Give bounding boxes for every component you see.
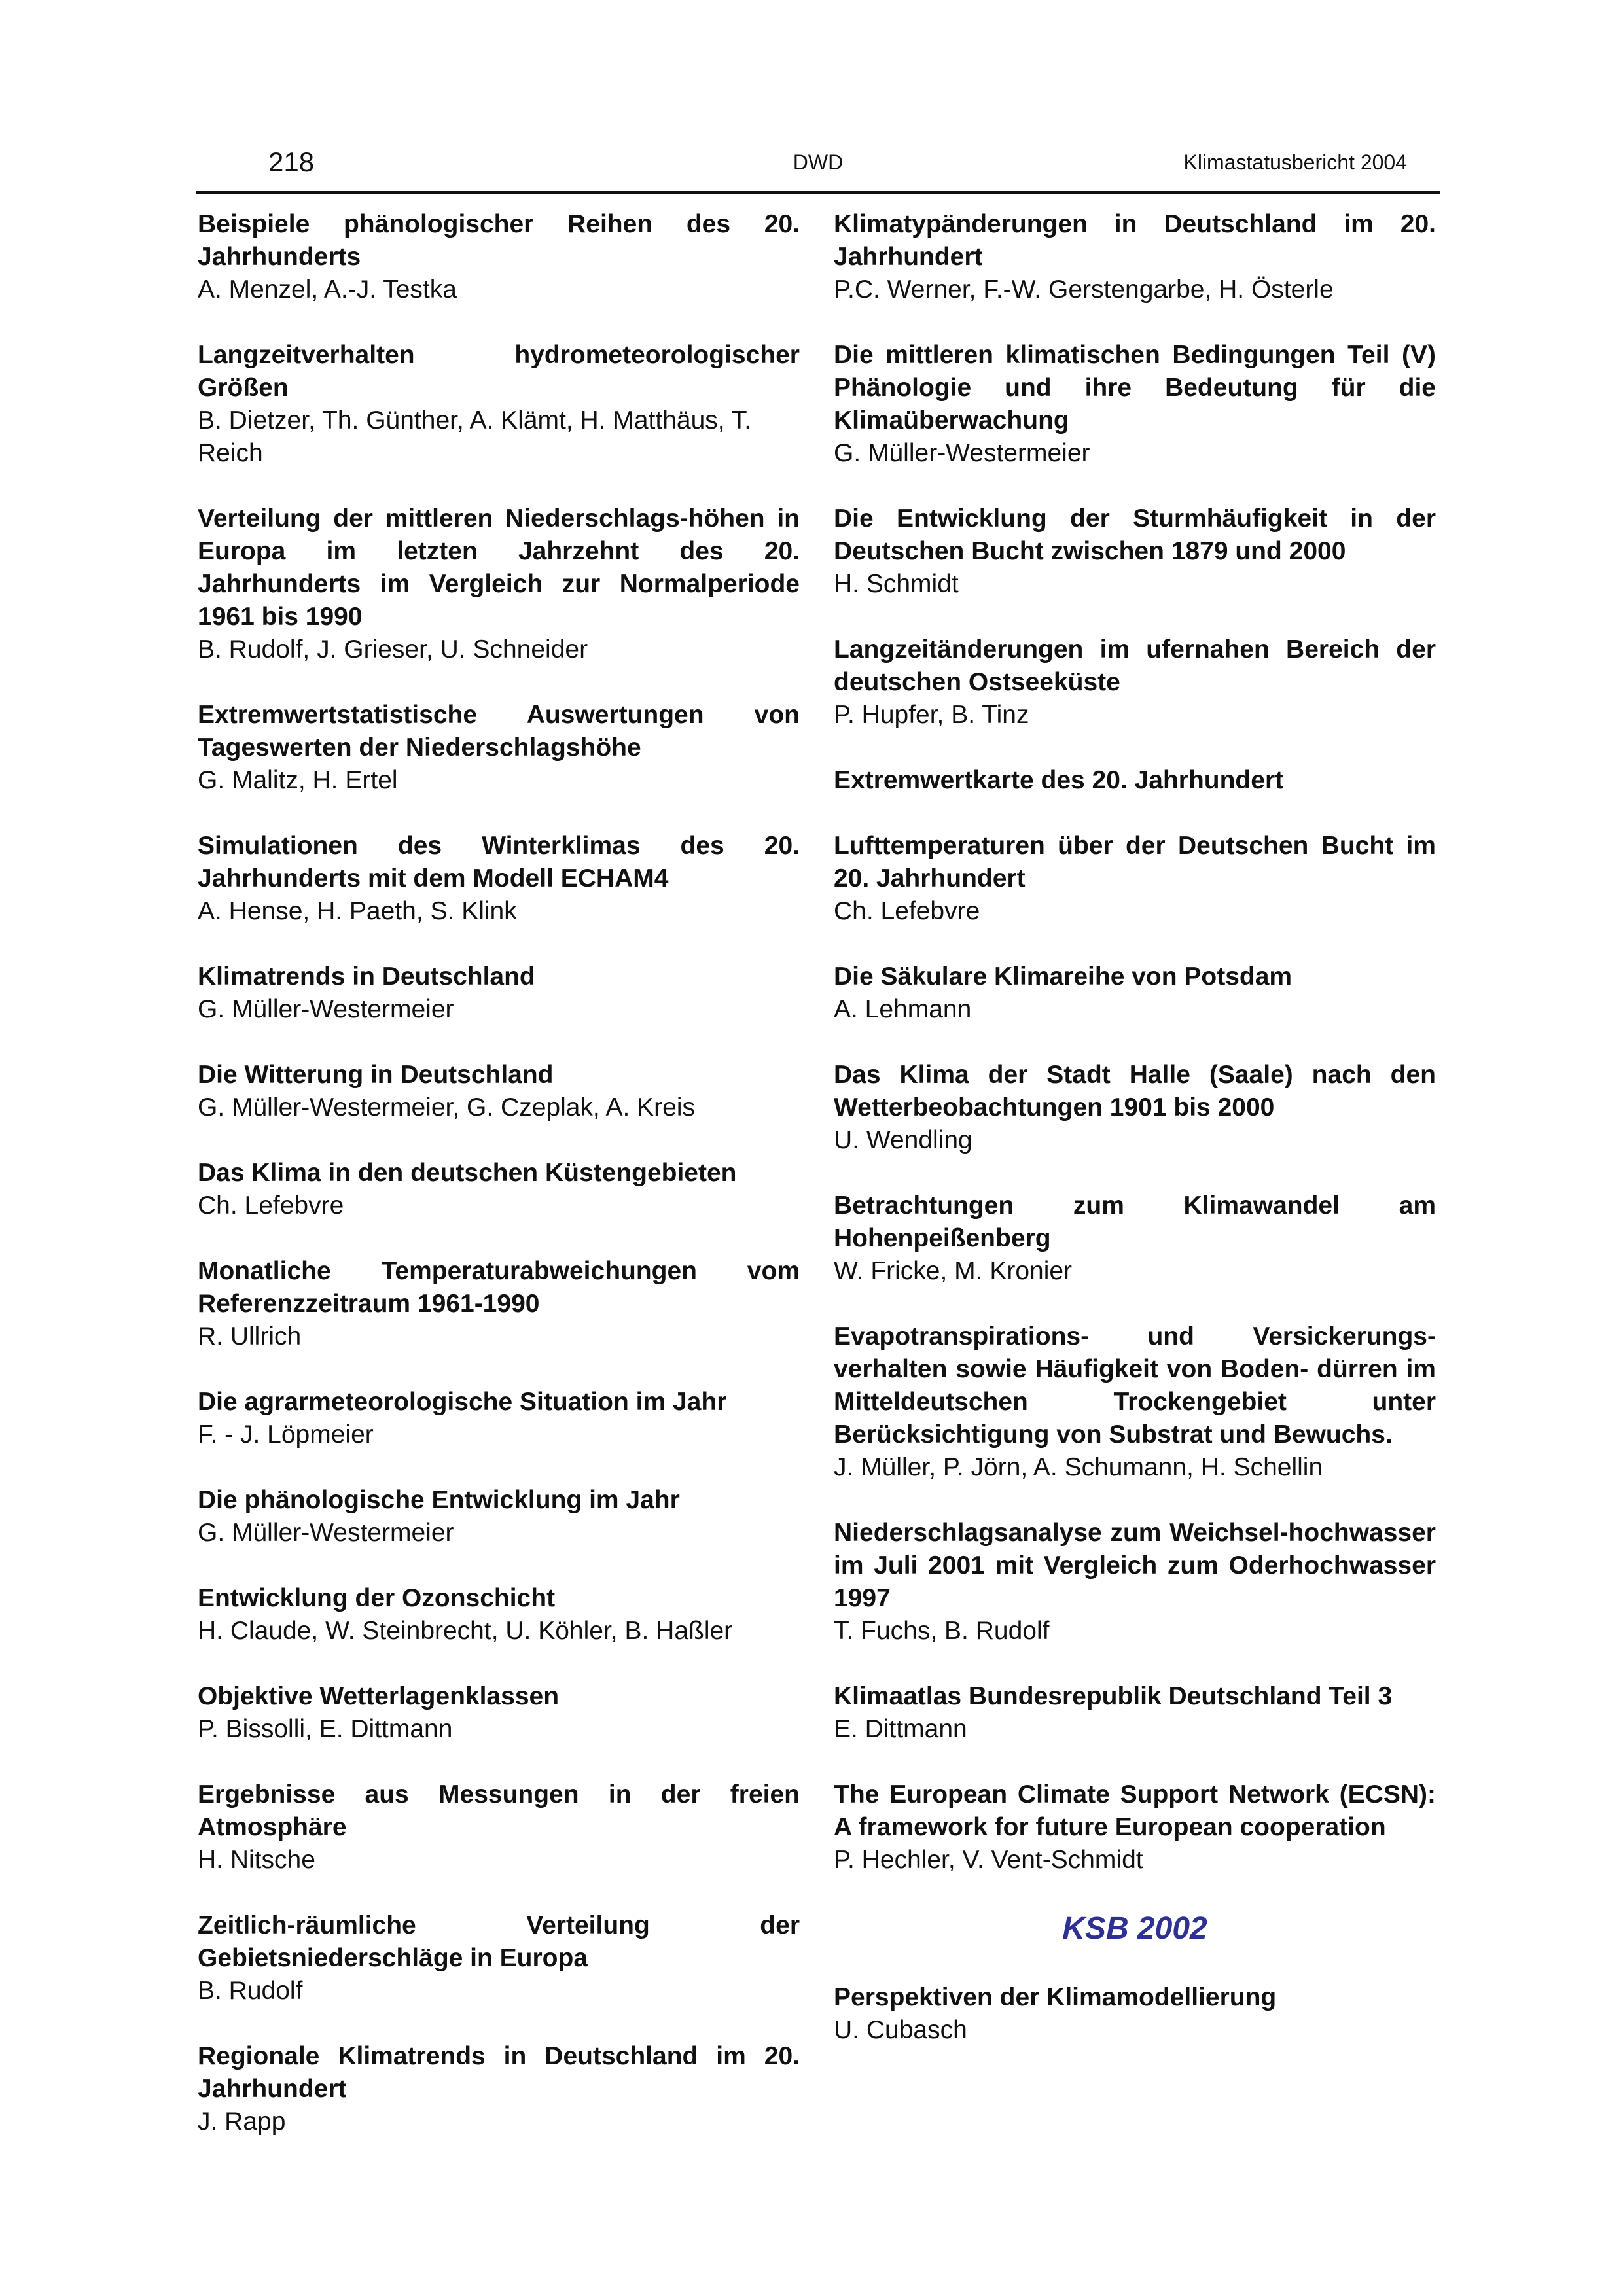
list-item <box>834 1778 1436 1877</box>
list-item <box>198 1059 800 1124</box>
entry-authors: P. Bissolli, E. Dittmann <box>198 1715 453 1743</box>
entry-title: Entwicklung der Ozonschicht <box>198 1584 556 1612</box>
entry-authors: J. Müller, P. Jörn, A. Schumann, H. Schellin <box>834 1453 1323 1481</box>
entry-authors: P.C. Werner, F.-W. Gerstengarbe, H. Österle <box>834 275 1334 304</box>
list-item <box>834 961 1436 1026</box>
entry-title: Regionale Klimatrends in Deutschland im 20. Jahrhundert <box>198 2042 800 2103</box>
page-number: 218 <box>268 147 315 177</box>
list-item <box>198 1582 800 1648</box>
entry-authors: G. Müller-Westermeier <box>198 1519 454 1547</box>
list-item <box>198 1255 800 1353</box>
list-item <box>198 699 800 797</box>
list-item <box>834 633 1436 732</box>
page-header <box>196 143 1440 182</box>
entry-authors: T. Fuchs, B. Rudolf <box>834 1617 1050 1645</box>
list-item <box>198 503 800 666</box>
entry-title: Beispiele phänologischer Reihen des 20. Jahrhunderts <box>198 210 800 271</box>
list-item <box>198 208 800 306</box>
publisher-label: DWD <box>793 150 844 174</box>
entry-authors: G. Malitz, H. Ertel <box>198 766 398 794</box>
left-column <box>198 208 800 2171</box>
entry-title: Zeitlich-räumliche Verteilung der Gebietsniederschläge in Europa <box>198 1911 800 1972</box>
entry-title: Langzeitänderungen im ufernahen Bereich der deutschen Ostseeküste <box>834 635 1436 696</box>
list-item <box>198 1157 800 1222</box>
list-item <box>834 1059 1436 1157</box>
list-item <box>834 764 1436 797</box>
list-item <box>834 503 1436 601</box>
entry-title: Monatliche Temperaturabweichungen vom Referenzzeitraum 1961-1990 <box>198 1257 800 1318</box>
list-item <box>834 1981 1436 2047</box>
list-item <box>198 1778 800 1877</box>
entry-authors: G. Müller-Westermeier <box>834 439 1090 467</box>
entry-title: Das Klima der Stadt Halle (Saale) nach den Wetterbeobachtungen 1901 bis 2000 <box>834 1061 1436 1122</box>
list-item <box>834 1190 1436 1288</box>
entry-authors: B. Rudolf <box>198 1977 303 2005</box>
entry-title: Verteilung der mittleren Niederschlags-höhen in Europa im letzten Jahrzehnt des 20. Jahrhunderts im Vergleich zur Normalperiode 1961 bis 1990 <box>198 504 800 631</box>
entry-authors: J. Rapp <box>198 2108 286 2136</box>
entry-authors: E. Dittmann <box>834 1715 967 1743</box>
list-item <box>198 2040 800 2138</box>
entry-authors: B. Rudolf, J. Grieser, U. Schneider <box>198 635 588 663</box>
section-heading: KSB 2002 <box>1062 1911 1207 1946</box>
entry-title: Lufttemperaturen über der Deutschen Bucht im 20. Jahrhundert <box>834 832 1436 892</box>
list-item <box>834 1680 1436 1746</box>
list-item <box>198 1909 800 2007</box>
entry-title: Das Klima in den deutschen Küstengebieten <box>198 1159 737 1187</box>
entry-authors: H. Claude, W. Steinbrecht, U. Köhler, B. Haßler <box>198 1617 733 1645</box>
right-column <box>834 208 1436 2079</box>
entry-authors: B. Dietzer, Th. Günther, A. Klämt, H. Matthäus, T. Reich <box>198 406 752 467</box>
entry-title: Ergebnisse aus Messungen in der freien Atmosphäre <box>198 1780 800 1841</box>
entry-title: Niederschlagsanalyse zum Weichsel-hochwasser im Juli 2001 mit Vergleich zum Oderhochwasser 1997 <box>834 1519 1436 1612</box>
list-item <box>198 339 800 470</box>
list-item <box>834 1320 1436 1484</box>
entry-title: Die Witterung in Deutschland <box>198 1061 554 1089</box>
entry-authors: A. Menzel, A.-J. Testka <box>198 275 457 304</box>
entry-authors: Ch. Lefebvre <box>834 897 980 925</box>
entry-title: Langzeitverhalten hydrometeorologischer Größen <box>198 341 800 402</box>
publication-title: Klimastatusbericht 2004 <box>1183 150 1407 174</box>
entry-authors: Ch. Lefebvre <box>198 1192 344 1220</box>
entry-authors: U. Wendling <box>834 1126 972 1154</box>
entry-authors: F. - J. Löpmeier <box>198 1421 374 1449</box>
entry-title: Die Entwicklung der Sturmhäufigkeit in der Deutschen Bucht zwischen 1879 und 2000 <box>834 504 1436 565</box>
entry-authors: H. Schmidt <box>834 570 959 598</box>
entry-title: Extremwertkarte des 20. Jahrhundert <box>834 766 1284 794</box>
entry-title: The European Climate Support Network (ECSN): A framework for future European cooperation <box>834 1780 1436 1841</box>
entry-title: Klimatypänderungen in Deutschland im 20. Jahrhundert <box>834 210 1436 271</box>
entry-title: Die mittleren klimatischen Bedingungen Teil (V) Phänologie und ihre Bedeutung für die Klimaüberwachung <box>834 341 1436 434</box>
entry-title: Evapotranspirations- und Versickerungs-verhalten sowie Häufigkeit von Boden- dürren im Mitteldeutschen Trockengebiet unter Berücksichtigung von Substrat und Bewuchs. <box>834 1322 1436 1449</box>
list-item <box>834 339 1436 470</box>
entry-title: Klimaatlas Bundesrepublik Deutschland Teil 3 <box>834 1682 1393 1710</box>
entry-authors: G. Müller-Westermeier, G. Czeplak, A. Kreis <box>198 1093 695 1122</box>
header-rule <box>196 191 1440 194</box>
entry-title: Die phänologische Entwicklung im Jahr <box>198 1486 680 1514</box>
list-item <box>198 1484 800 1549</box>
entry-title: Betrachtungen zum Klimawandel am Hohenpeißenberg <box>834 1192 1436 1252</box>
entry-authors: A. Hense, H. Paeth, S. Klink <box>198 897 517 925</box>
list-item <box>834 1517 1436 1648</box>
entry-title: Simulationen des Winterklimas des 20. Jahrhunderts mit dem Modell ECHAM4 <box>198 832 800 892</box>
entry-authors: U. Cubasch <box>834 2016 967 2044</box>
entry-title: Klimatrends in Deutschland <box>198 963 535 991</box>
entry-title: Perspektiven der Klimamodellierung <box>834 1983 1277 2011</box>
list-item <box>198 1386 800 1451</box>
list-item <box>198 961 800 1026</box>
entry-authors: P. Hechler, V. Vent-Schmidt <box>834 1846 1143 1874</box>
list-item <box>834 208 1436 306</box>
entry-title: Objektive Wetterlagenklassen <box>198 1682 560 1710</box>
list-item <box>198 1680 800 1746</box>
list-item <box>834 830 1436 928</box>
entry-authors: R. Ullrich <box>198 1322 302 1351</box>
entry-authors: A. Lehmann <box>834 995 972 1023</box>
entry-authors: W. Fricke, M. Kronier <box>834 1257 1073 1285</box>
list-item <box>198 830 800 928</box>
entry-authors: H. Nitsche <box>198 1846 315 1874</box>
entry-authors: G. Müller-Westermeier <box>198 995 454 1023</box>
entry-title: Die Säkulare Klimareihe von Potsdam <box>834 963 1293 991</box>
entry-authors: P. Hupfer, B. Tinz <box>834 701 1029 729</box>
entry-title: Extremwertstatistische Auswertungen von Tageswerten der Niederschlagshöhe <box>198 701 800 762</box>
entry-title: Die agrarmeteorologische Situation im Jahr <box>198 1388 727 1416</box>
